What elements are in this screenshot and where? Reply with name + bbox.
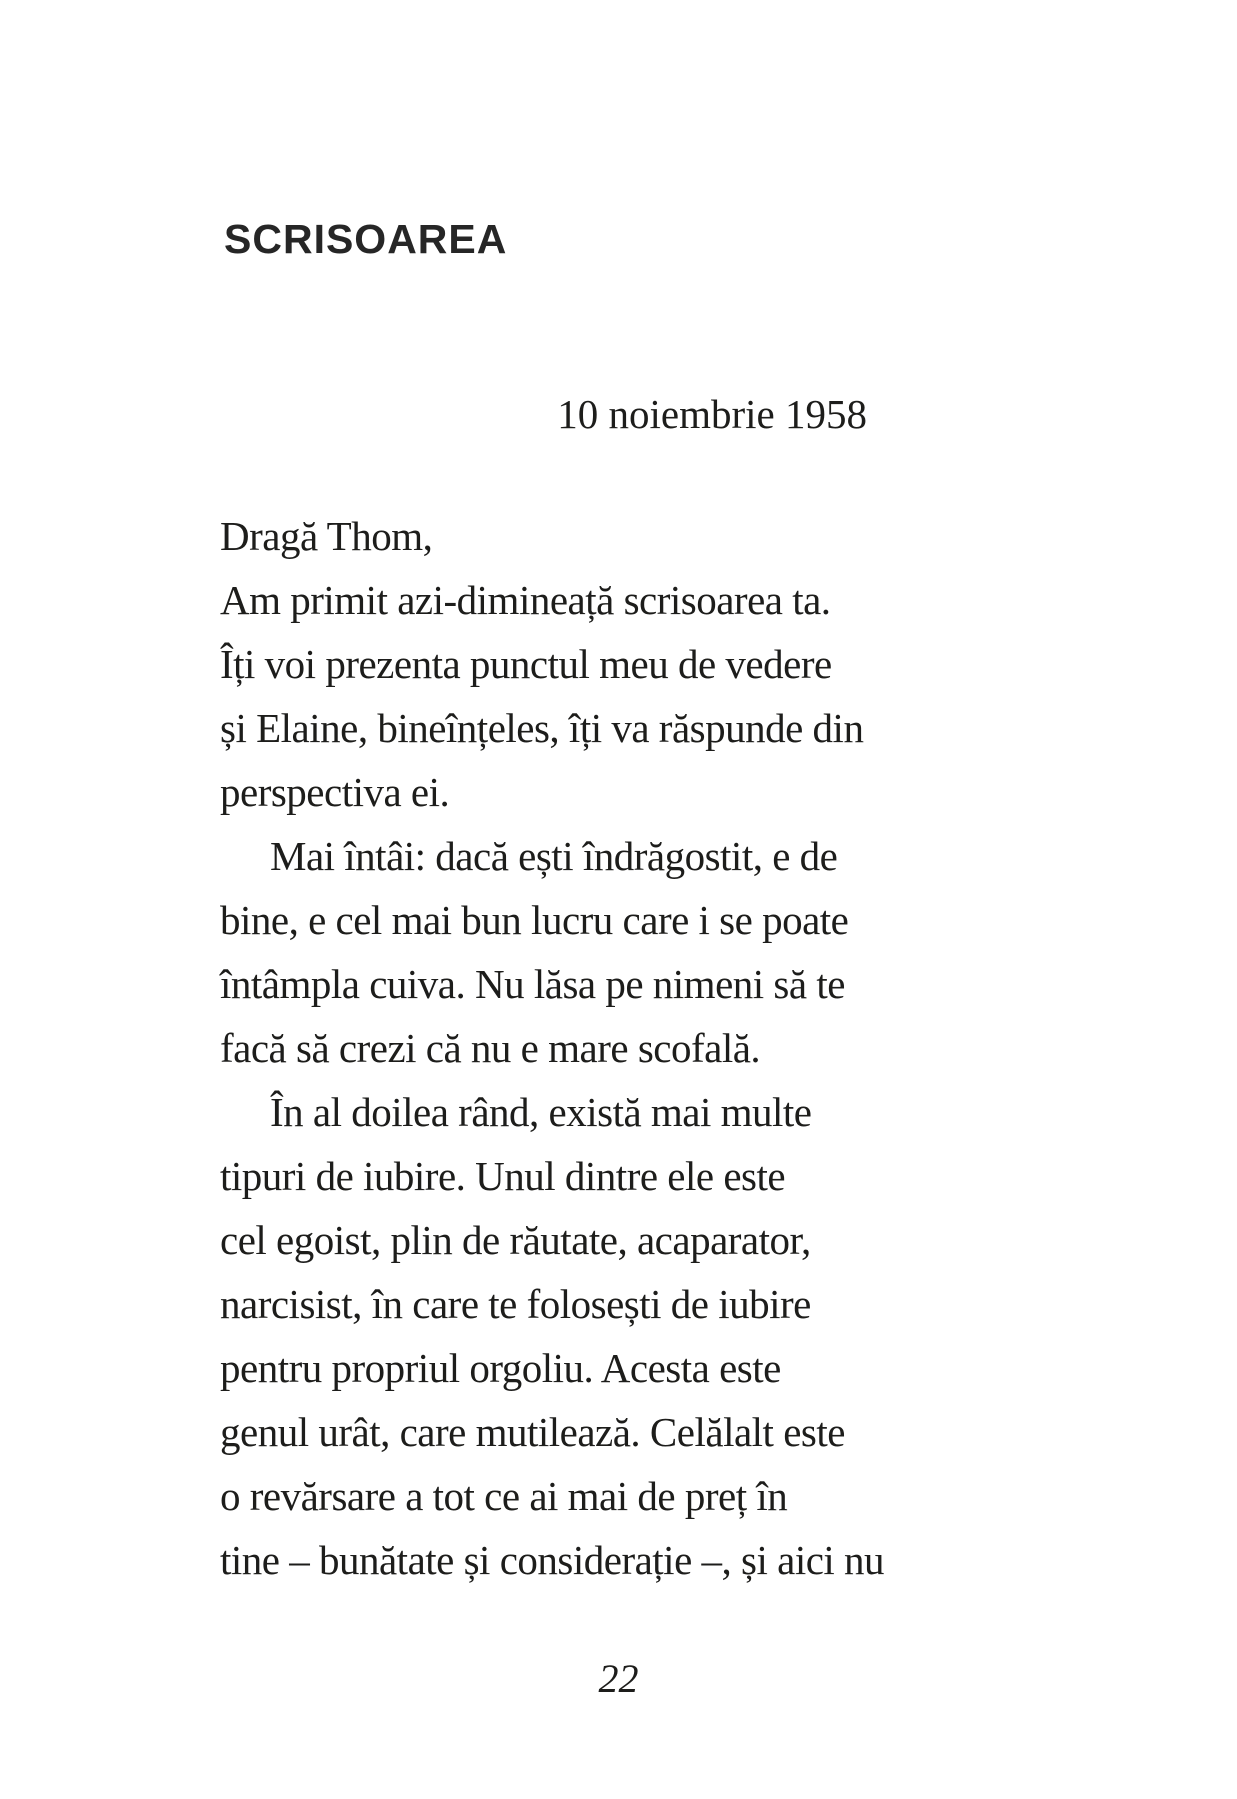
letter-line: Dragă Thom,: [220, 513, 433, 559]
letter-line: În al doilea rând, există mai multe: [270, 1089, 812, 1135]
letter-line: cel egoist, plin de răutate, acaparator,: [220, 1217, 811, 1263]
letter-line: Îți voi prezenta punctul meu de vedere: [220, 641, 832, 687]
letter-body: [220, 504, 1100, 1592]
letter-line: genul urât, care mutilează. Celălalt este: [220, 1409, 845, 1455]
letter-line: o revărsare a tot ce ai mai de preț în: [220, 1473, 788, 1519]
letter-line: Am primit azi-dimineață scrisoarea ta.: [220, 577, 831, 623]
letter-line: bine, e cel mai bun lucru care i se poate: [220, 897, 849, 943]
letter-line: pentru propriul orgoliu. Acesta este: [220, 1345, 781, 1391]
letter-line: tipuri de iubire. Unul dintre ele este: [220, 1153, 786, 1199]
letter-line: narcisist, în care te folosești de iubire: [220, 1281, 811, 1327]
letter-line: tine – bunătate și considerație –, și aici nu: [220, 1537, 885, 1583]
page-number: 22: [598, 1656, 639, 1701]
letter-date: 10 noiembrie 1958: [557, 391, 867, 437]
letter-line: și Elaine, bineînțeles, îți va răspunde din: [220, 705, 864, 751]
chapter-title: SCRISOAREA: [224, 216, 508, 262]
letter-line: perspectiva ei.: [220, 769, 450, 815]
letter-line: Mai întâi: dacă ești îndrăgostit, e de: [270, 833, 838, 879]
letter-line: întâmpla cuiva. Nu lăsa pe nimeni să te: [220, 961, 845, 1007]
letter-line: facă să crezi că nu e mare scofală.: [220, 1025, 761, 1071]
